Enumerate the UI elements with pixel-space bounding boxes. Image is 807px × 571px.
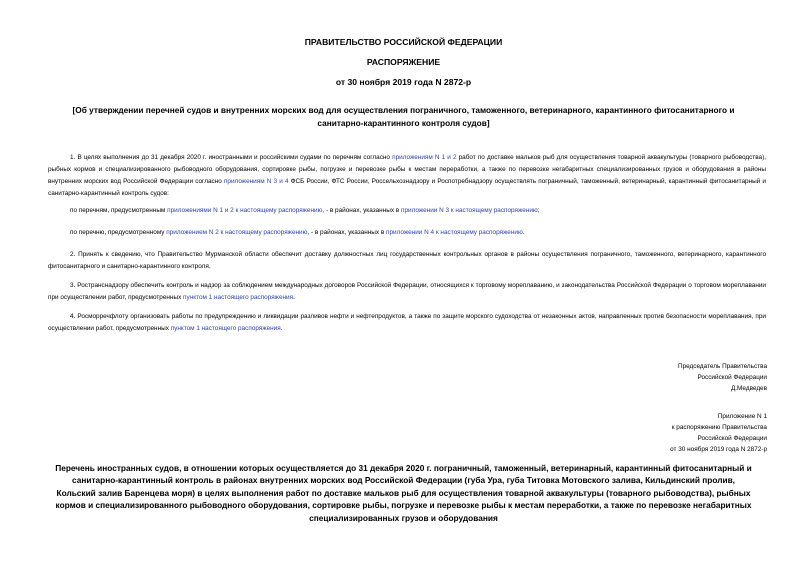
appendix-heading <box>670 411 767 455</box>
document-subject: [Об утверждении перечней судов и внутренних морских вод для осуществления пограничного, таможенного, ветеринарного, карантинного фитосанитарного и санитарно-карантинного контроля судов] <box>72 105 735 128</box>
link-point-1-second[interactable]: пунктом 1 настоящего распоряжения <box>170 325 281 332</box>
link-appendix-2-order[interactable]: приложением N 2 к настоящему распоряжению <box>166 229 308 236</box>
link-appendix-4-order[interactable]: приложении N 4 к настоящему распоряжению <box>386 229 523 236</box>
paragraph-1: 1. В целях выполнения до 31 декабря 2020 г. иностранными и российскими судами по перечням согласно приложениям N 1 и 2 работ по доставке мальков рыб для осуществления товарной аквакультуры (товарного рыбоводства), рыбных кормов и специализированного рыбоводного оборудования, сортировке рыбы, погрузке и перевозке рыбы к местам переработки, а также по перевозке негабаритных специализированных грузов и оборудования в районы внутренних морских вод Российской Федерации согласно приложениям N 3 и 4 ФСБ России, ФТС России, Россельхознадзору и Роспотребнадзору осуществлять пограничный, таможенный, ветеринарный, карантинный фитосанитарный и санитарно-карантинный контроль судов: <box>48 154 766 197</box>
signature-org: Российской Федерации <box>697 374 767 381</box>
appendix-number: Приложение N 1 <box>717 413 767 420</box>
appendix-date: от 30 ноября 2019 года N 2872-р <box>670 446 767 453</box>
signature-block <box>678 361 767 394</box>
government-title: ПРАВИТЕЛЬСТВО РОССИЙСКОЙ ФЕДЕРАЦИИ <box>304 37 503 47</box>
link-appendix-1-2[interactable]: приложениям N 1 и 2 <box>392 154 457 161</box>
signature-position: Председатель Правительства <box>678 363 767 370</box>
document-date-number: от 30 ноября 2019 года N 2872-р <box>335 77 472 87</box>
link-appendix-3-4[interactable]: приложениям N 3 и 4 <box>223 178 289 185</box>
link-appendix-1-2-order[interactable]: приложениями N 1 и 2 к настоящему распоряжению <box>167 207 323 214</box>
link-point-1[interactable]: пунктом 1 настоящего распоряжения <box>183 294 294 301</box>
paragraph-1-item-1: по перечням, предусмотренным приложениями N 1 и 2 к настоящему распоряжению, - в районах, указанных в приложении N 3 к настоящему распоряжению; <box>70 207 540 214</box>
signature-name: Д.Медведев <box>730 385 767 392</box>
paragraph-1-item-2: по перечню, предусмотренному приложением N 2 к настоящему распоряжению, - в районах, указанных в приложении N 4 к настоящему распоряжению. <box>70 229 525 236</box>
paragraph-3: 3. Ространснадзору обеспечить контроль и надзор за соблюдением международных договоров Российской Федерации, относящихся к торговому мореплаванию, и законодательства Российской Федерации о торговом мореплавании при осуществлении работ, предусмотренных пунктом 1 настоящего распоряжения. <box>48 282 766 301</box>
link-appendix-3-order[interactable]: приложении N 3 к настоящему распоряжению <box>400 207 538 214</box>
document-type: РАСПОРЯЖЕНИЕ <box>366 57 441 67</box>
list-title: Перечень иностранных судов, в отношении которых осуществляется до 31 декабря 2020 г. пограничный, таможенный, ветеринарный, карантинный фитосанитарный и санитарно-карантинный контроль в районах внутренних морских вод Российской Федерации (губа Ура, губа Титовка Мотовского залива, Кильдинский пролив, Кольский залив Баренцева моря) в целях выполнения работ по доставке мальков рыб для осуществления товарной аквакультуры (товарного рыбоводства), рыбных кормов и специализированного рыбоводного оборудования, сортировке рыбы, погрузке и перевозке рыбы к местам переработки, а также по перевозке негабаритных специализированных грузов и оборудования <box>55 463 752 523</box>
paragraph-2: 2. Принять к сведению, что Правительство Мурманской области обеспечит доставку должностных лиц государственных контрольных органов в районы осуществления пограничного, таможенного, ветеринарного, карантинного фитосанитарного и санитарно-карантинного контроля. <box>48 251 766 270</box>
paragraph-4: 4. Росморречфлоту организовать работы по предупреждению и ликвидации разливов нефти и нефтепродуктов, а также по защите морского судоходства от незаконных актов, направленных против безопасности мореплавания, при осуществлении работ, предусмотренных пунктом 1 настоящего распоряжения. <box>48 313 766 332</box>
appendix-org: Российской Федерации <box>697 435 767 442</box>
appendix-ref: к распоряжению Правительства <box>671 424 767 431</box>
